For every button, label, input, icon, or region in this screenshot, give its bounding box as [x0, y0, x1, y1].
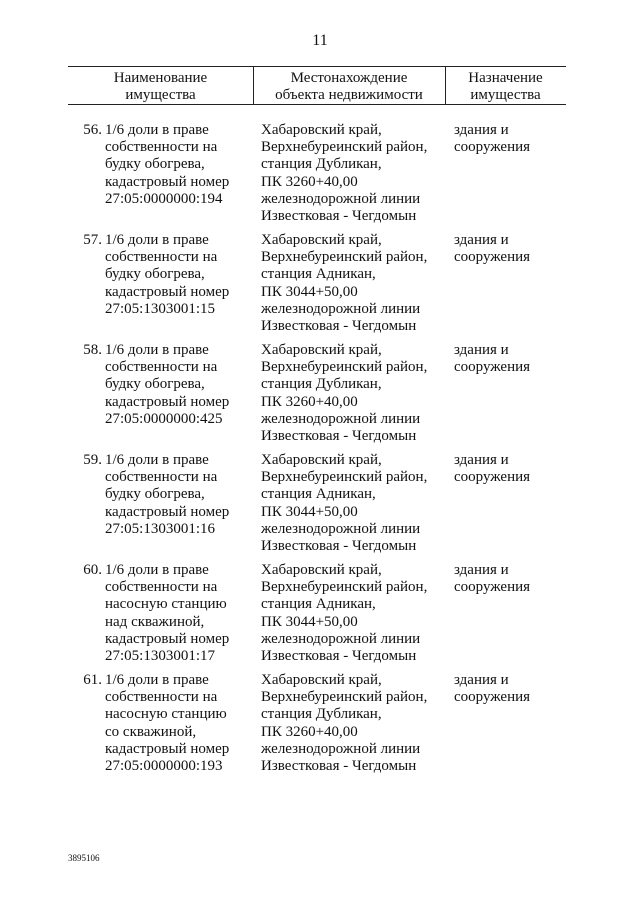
cell-line: насосную станцию	[105, 596, 227, 613]
table-row	[68, 232, 566, 342]
cell-line: здания и	[454, 452, 509, 468]
cell-line: над скважиной,	[105, 613, 205, 630]
cell-line: кадастровый номер	[105, 740, 230, 757]
header-name: Наименование имущества	[113, 70, 208, 103]
cell-line: здания и	[454, 672, 509, 688]
purpose-cell	[454, 342, 566, 376]
cell-line: станция Дубликан,	[261, 156, 382, 173]
header-bottom-rule	[68, 104, 566, 105]
cell-line: Верхнебуреинский район,	[261, 469, 428, 486]
cell-line: Известковая - Чегдомын	[261, 428, 417, 445]
cell-line: железнодорожной линии	[261, 520, 421, 537]
cell-line: здания и	[454, 122, 509, 138]
cell-line: Хабаровский край,	[261, 122, 382, 138]
cell-line: Известковая - Чегдомын	[261, 538, 417, 555]
cell-line: Верхнебуреинский район,	[261, 139, 428, 156]
cell-line: Верхнебуреинский район,	[261, 359, 428, 376]
row-number: 59.	[83, 452, 102, 468]
purpose-cell	[454, 452, 566, 486]
header-location: Местонахождение объекта недвижимости	[275, 70, 423, 103]
cell-line: 27:05:0000000:194	[105, 190, 223, 207]
cell-line: 27:05:1303001:17	[105, 648, 216, 665]
cell-line: станция Адникан,	[261, 486, 376, 503]
row-number: 60.	[83, 562, 102, 578]
property-name-cell	[105, 452, 265, 538]
row-number: 61.	[83, 672, 102, 688]
location-cell	[261, 122, 451, 225]
cell-line: ПК 3260+40,00	[261, 173, 358, 190]
cell-line: собственности на	[105, 469, 218, 486]
table-row	[68, 122, 566, 232]
cell-line: 1/6 доли в праве	[105, 232, 209, 248]
property-name-cell	[105, 342, 265, 428]
cell-line: 1/6 доли в праве	[105, 672, 209, 688]
cell-line: ПК 3044+50,00	[261, 503, 358, 520]
table-row	[68, 342, 566, 452]
cell-line: 27:05:0000000:425	[105, 410, 223, 427]
table-body	[68, 122, 566, 782]
table-row	[68, 672, 566, 782]
property-name-cell	[105, 562, 265, 665]
cell-line: станция Адникан,	[261, 596, 376, 613]
document-id: 3895106	[68, 853, 100, 863]
cell-line: железнодорожной линии	[261, 410, 421, 427]
cell-line: станция Адникан,	[261, 266, 376, 283]
cell-line: 1/6 доли в праве	[105, 562, 209, 578]
row-number: 57.	[83, 232, 102, 248]
cell-line: со скважиной,	[105, 723, 197, 740]
location-cell	[261, 672, 451, 775]
cell-line: 1/6 доли в праве	[105, 122, 209, 138]
cell-line: сооружения	[454, 139, 531, 156]
cell-line: сооружения	[454, 579, 531, 596]
cell-line: кадастровый номер	[105, 630, 230, 647]
property-name-cell	[105, 122, 265, 208]
cell-line: кадастровый номер	[105, 393, 230, 410]
cell-line: железнодорожной линии	[261, 300, 421, 317]
cell-line: здания и	[454, 232, 509, 248]
cell-line: Хабаровский край,	[261, 672, 382, 688]
cell-line: ПК 3044+50,00	[261, 283, 358, 300]
purpose-cell	[454, 122, 566, 156]
location-cell	[261, 562, 451, 665]
cell-line: насосную станцию	[105, 706, 227, 723]
purpose-cell	[454, 562, 566, 596]
cell-line: железнодорожной линии	[261, 190, 421, 207]
cell-line: сооружения	[454, 469, 531, 486]
cell-line: Известковая - Чегдомын	[261, 648, 417, 665]
cell-line: кадастровый номер	[105, 283, 230, 300]
cell-line: здания и	[454, 342, 509, 358]
cell-line: Известковая - Чегдомын	[261, 208, 417, 225]
cell-line: Хабаровский край,	[261, 232, 382, 248]
cell-line: будку обогрева,	[105, 376, 205, 393]
cell-line: 27:05:1303001:16	[105, 520, 216, 537]
cell-line: Известковая - Чегдомын	[261, 318, 417, 335]
header-top-rule	[68, 66, 566, 67]
cell-line: будку обогрева,	[105, 156, 205, 173]
cell-line: будку обогрева,	[105, 266, 205, 283]
cell-line: сооружения	[454, 689, 531, 706]
location-cell	[261, 232, 451, 335]
table-row	[68, 562, 566, 672]
cell-line: собственности на	[105, 359, 218, 376]
cell-line: сооружения	[454, 359, 531, 376]
cell-line: Хабаровский край,	[261, 452, 382, 468]
cell-line: будку обогрева,	[105, 486, 205, 503]
row-number: 58.	[83, 342, 102, 358]
cell-line: ПК 3260+40,00	[261, 393, 358, 410]
cell-line: 27:05:1303001:15	[105, 300, 216, 317]
cell-line: 1/6 доли в праве	[105, 452, 209, 468]
cell-line: собственности на	[105, 249, 218, 266]
cell-line: ПК 3044+50,00	[261, 613, 358, 630]
location-cell	[261, 452, 451, 555]
property-name-cell	[105, 672, 265, 775]
cell-line: Верхнебуреинский район,	[261, 579, 428, 596]
cell-line: Хабаровский край,	[261, 342, 382, 358]
cell-line: собственности на	[105, 579, 218, 596]
cell-line: станция Дубликан,	[261, 706, 382, 723]
cell-line: сооружения	[454, 249, 531, 266]
cell-line: Верхнебуреинский район,	[261, 689, 428, 706]
header-purpose: Назначение имущества	[468, 70, 543, 103]
cell-line: Известковая - Чегдомын	[261, 758, 417, 775]
purpose-cell	[454, 232, 566, 266]
row-number: 56.	[83, 122, 102, 138]
cell-line: 1/6 доли в праве	[105, 342, 209, 358]
table-row	[68, 452, 566, 562]
cell-line: железнодорожной линии	[261, 630, 421, 647]
cell-line: кадастровый номер	[105, 173, 230, 190]
cell-line: кадастровый номер	[105, 503, 230, 520]
purpose-cell	[454, 672, 566, 706]
page-number: 11	[312, 32, 328, 49]
cell-line: собственности на	[105, 689, 218, 706]
cell-line: Верхнебуреинский район,	[261, 249, 428, 266]
cell-line: железнодорожной линии	[261, 740, 421, 757]
cell-line: здания и	[454, 562, 509, 578]
cell-line: ПК 3260+40,00	[261, 723, 358, 740]
property-name-cell	[105, 232, 265, 318]
cell-line: 27:05:0000000:193	[105, 758, 223, 775]
location-cell	[261, 342, 451, 445]
cell-line: собственности на	[105, 139, 218, 156]
cell-line: Хабаровский край,	[261, 562, 382, 578]
cell-line: станция Дубликан,	[261, 376, 382, 393]
